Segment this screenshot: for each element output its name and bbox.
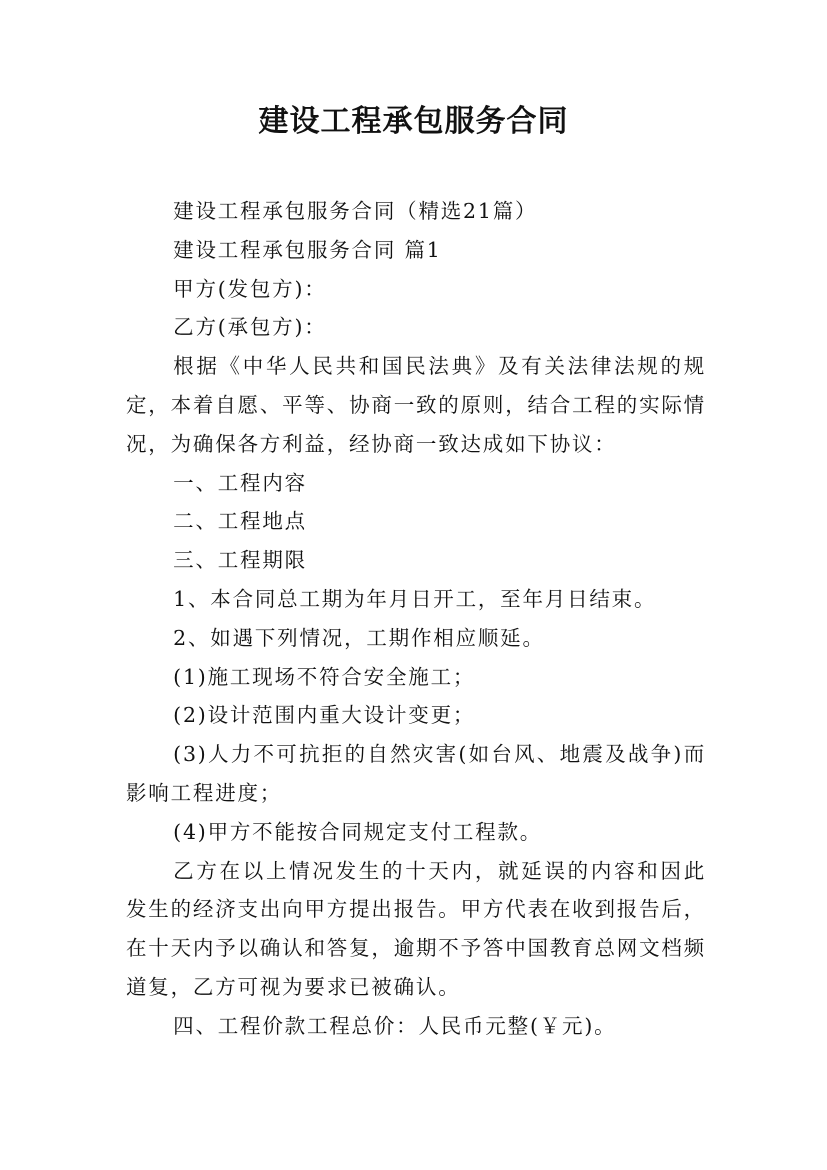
paragraph-item-3: 三、工程期限 xyxy=(173,548,307,573)
paragraph-term-1: 1、本合同总工期为年月日开工，至年月日结束。 xyxy=(173,586,657,611)
document-body xyxy=(126,192,706,1046)
paragraph-section-heading: 建设工程承包服务合同 篇1 xyxy=(173,237,442,262)
paragraph-condition-4: (4)甲方不能按合同规定支付工程款。 xyxy=(173,819,543,844)
paragraph-party-b: 乙方(承包方)： xyxy=(173,315,327,340)
paragraph-condition-3: (3)人力不可抗拒的自然灾害(如台风、地震及战争)而影响工程进度； xyxy=(126,742,706,805)
paragraph-report: 乙方在以上情况发生的十天内，就延误的内容和因此发生的经济支出向甲方提出报告。甲方代表在收到报告后，在十天内予以确认和答复，逾期不予答中国教育总网文档频道复，乙方可视为要求已被确认。 xyxy=(126,858,706,999)
paragraph-price: 四、工程价款工程总价：人民币元整(￥元)。 xyxy=(173,1013,617,1038)
paragraph-term-2: 2、如遇下列情况，工期作相应顺延。 xyxy=(173,625,545,650)
paragraph-party-a: 甲方(发包方)： xyxy=(173,276,327,301)
paragraph-condition-1: (1)施工现场不符合安全施工； xyxy=(173,664,476,689)
paragraph-preamble: 根据《中华人民共和国民法典》及有关法律法规的规定，本着自愿、平等、协商一致的原则，结合工程的实际情况，为确保各方利益，经协商一致达成如下协议： xyxy=(126,354,706,456)
document-title: 建设工程承包服务合同 xyxy=(258,104,569,139)
paragraph-item-2: 二、工程地点 xyxy=(173,509,307,534)
paragraph-item-1: 一、工程内容 xyxy=(173,470,307,495)
paragraph-condition-2: (2)设计范围内重大设计变更； xyxy=(173,703,476,728)
paragraph-subtitle: 建设工程承包服务合同（精选21篇） xyxy=(173,199,538,223)
